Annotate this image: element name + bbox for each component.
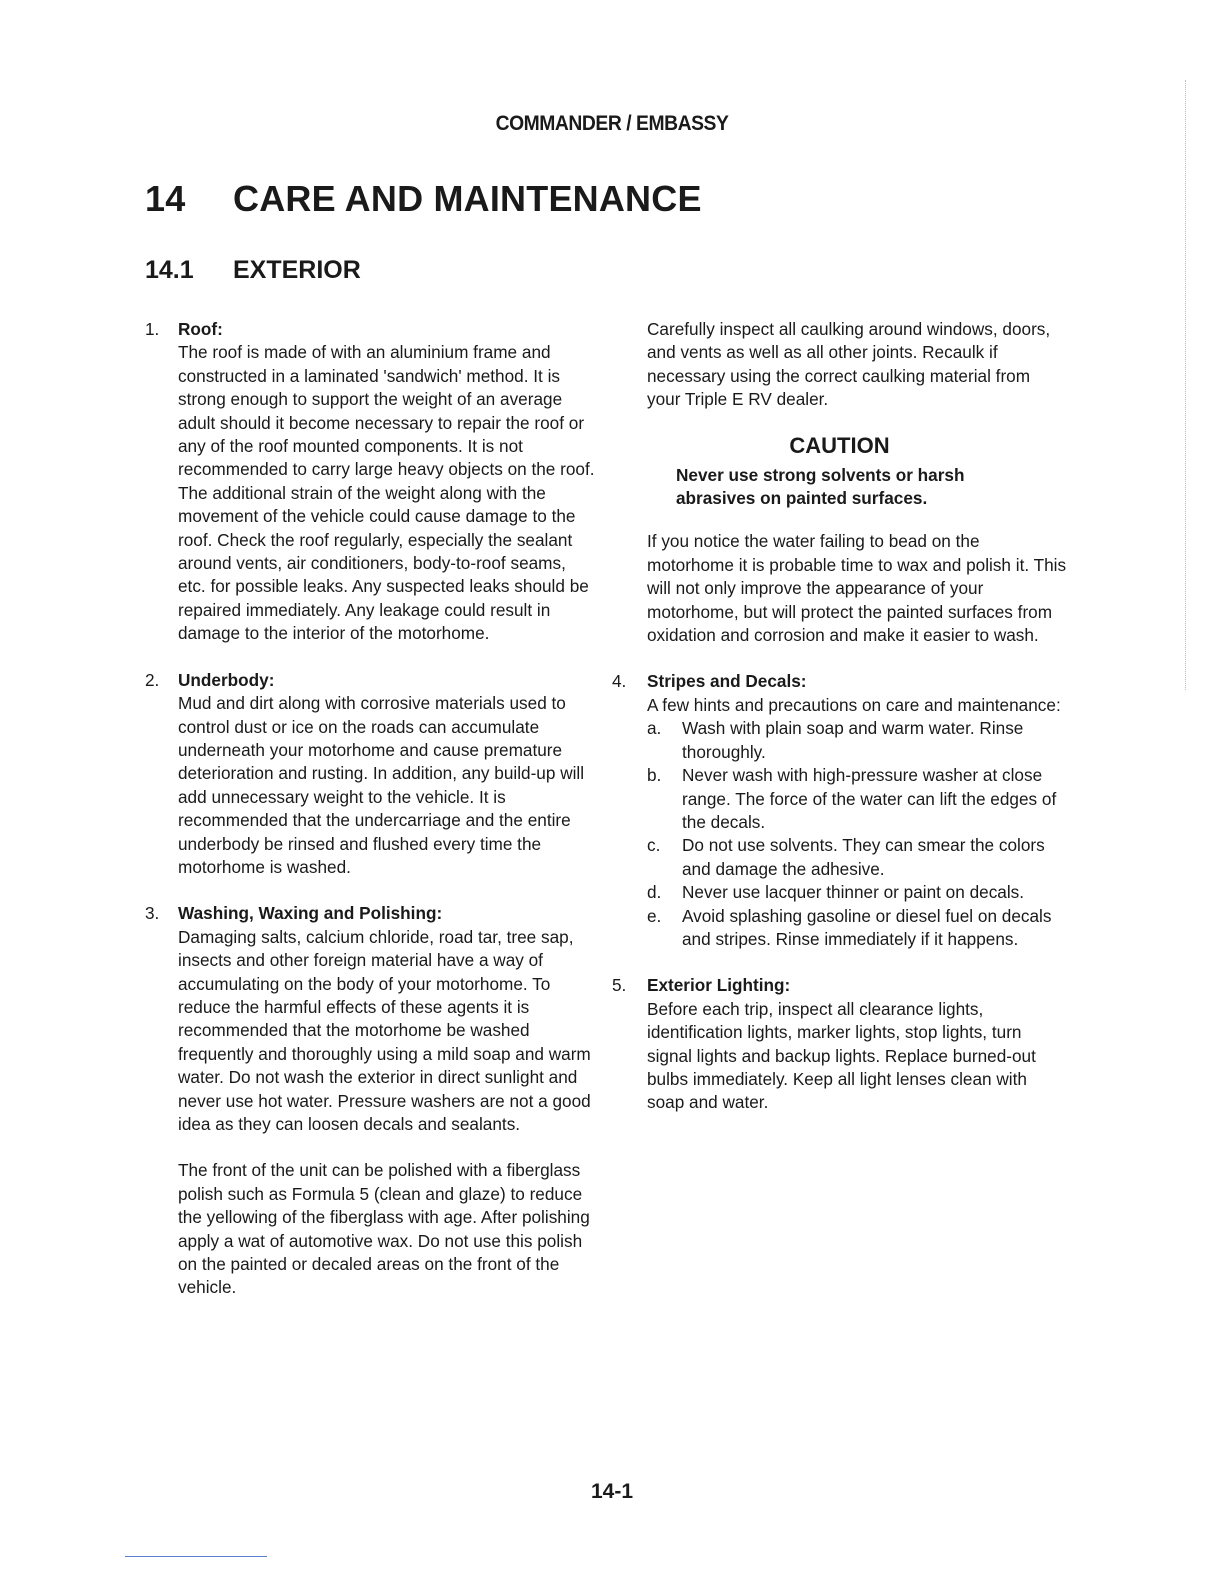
caulking-paragraph: Carefully inspect all caulking around windows, doors, and vents as well as all other joints. Recaulk if necessary using the correct caulking material from your Triple E RV dealer. <box>647 319 1051 410</box>
item-body: Mud and dirt along with corrosive materials used to control dust or ice on the roads can accumulate underneath your motorhome and cause premature deterioration and rusting. In addition, any build-up will add unnecessary weight to the vehicle. It is recommended that the undercarriage and the entire underbody be rinsed and flushed every time the motorhome is washed. <box>178 693 585 877</box>
list-item-washing <box>145 902 595 1136</box>
sub-text: Never use lacquer thinner or paint on decals. <box>682 882 1025 903</box>
running-header: COMMANDER / EMBASSY <box>495 112 729 135</box>
sub-letter: a. <box>647 718 662 739</box>
item-title: Exterior Lighting: <box>647 975 791 996</box>
polish-paragraph: The front of the unit can be polished with a fiberglass polish such as Formula 5 (clean and glaze) to reduce the yellowing of the fiberglass with age. After polishing apply a wat of automotive wax. Do not use this polish on the painted or decaled areas on the front of the vehicle. <box>178 1160 590 1298</box>
list-item-exterior-lighting <box>612 974 1067 1114</box>
wax-paragraph: If you notice the water failing to bead on the motorhome it is probable time to wax and polish it. This will not only improve the appearance of your motorhome, but will protect the painted surfaces from oxidation and corrosion and make it easier to wash. <box>647 531 1067 646</box>
caution-body: Never use strong solvents or harsh abrasives on painted surfaces. <box>676 464 965 509</box>
item-title: Roof: <box>178 319 223 339</box>
item-title: Underbody: <box>178 669 275 690</box>
item-body: Damaging salts, calcium chloride, road tar, tree sap, insects and other foreign material have a way of accumulating on the body of your motorhome. To reduce the harmful effects of these agents it is recommended that the motorhome be washed frequently and thoroughly using a mild soap and warm water. Do not wash the exterior in direct sunlight and never use hot water. Pressure washers are not a good idea as they can loosen decals and sealants. <box>178 926 591 1134</box>
sub-letter: d. <box>647 882 662 903</box>
right-column <box>612 318 1067 1138</box>
chapter-heading <box>145 178 702 220</box>
sub-item <box>647 905 1067 952</box>
sub-text: Do not use solvents. They can smear the colors and damage the adhesive. <box>682 835 1045 879</box>
footer-rule <box>125 1556 267 1557</box>
section-number: 14.1 <box>145 256 194 284</box>
sub-item <box>647 834 1067 881</box>
item-intro: A few hints and precautions on care and maintenance: <box>647 694 1061 715</box>
section-heading <box>145 256 361 285</box>
list-item-roof <box>145 318 595 646</box>
item-number: 3. <box>145 903 160 924</box>
sub-letter: b. <box>647 765 662 786</box>
chapter-title: CARE AND MAINTENANCE <box>233 178 702 219</box>
section-title: EXTERIOR <box>233 256 361 284</box>
list-item-underbody <box>145 669 595 880</box>
item-number: 5. <box>612 975 627 996</box>
list-item-stripes-decals <box>612 670 1067 951</box>
sub-text: Never wash with high-pressure washer at close range. The force of the water can lift the edges of the decals. <box>682 765 1057 832</box>
chapter-number: 14 <box>145 178 186 219</box>
sub-item <box>647 881 1067 904</box>
sub-item <box>647 717 1067 764</box>
caution-title: CAUTION <box>789 432 890 458</box>
item-body: The roof is made of with an aluminium frame and constructed in a laminated 'sandwich' method. It is strong enough to support the weight of an average adult should it become necessary to repair the roof or any of the roof mounted components. It is not recommended to carry large heavy objects on the roof. The additional strain of the weight along with the movement of the vehicle could cause damage to the roof. Check the roof regularly, especially the sealant around vents, air conditioners, body-to-roof seams, etc. for possible leaks. Any suspected leaks should be repaired immediately. Any leakage could result in damage to the interior of the motorhome. <box>178 342 595 644</box>
item-title: Washing, Waxing and Polishing: <box>178 903 443 924</box>
item-number: 1. <box>145 319 160 339</box>
sub-item <box>647 764 1067 834</box>
item-body: Before each trip, inspect all clearance lights, identification lights, marker lights, stop lights, turn signal lights and backup lights. Replace burned-out bulbs immediately. Keep all light lenses clean with soap and water. <box>647 998 1036 1113</box>
item-number: 4. <box>612 671 627 692</box>
sub-text: Avoid splashing gasoline or diesel fuel on decals and stripes. Rinse immediately if it happens. <box>682 905 1052 949</box>
left-column <box>145 318 595 1300</box>
item-title: Stripes and Decals: <box>647 671 807 692</box>
sub-letter: c. <box>647 835 661 856</box>
sub-letter: e. <box>647 905 662 926</box>
sub-text: Wash with plain soap and warm water. Rinse thoroughly. <box>682 718 1024 762</box>
scan-edge-line <box>1185 80 1186 690</box>
item-number: 2. <box>145 669 160 690</box>
page-number: 14-1 <box>590 1480 634 1503</box>
